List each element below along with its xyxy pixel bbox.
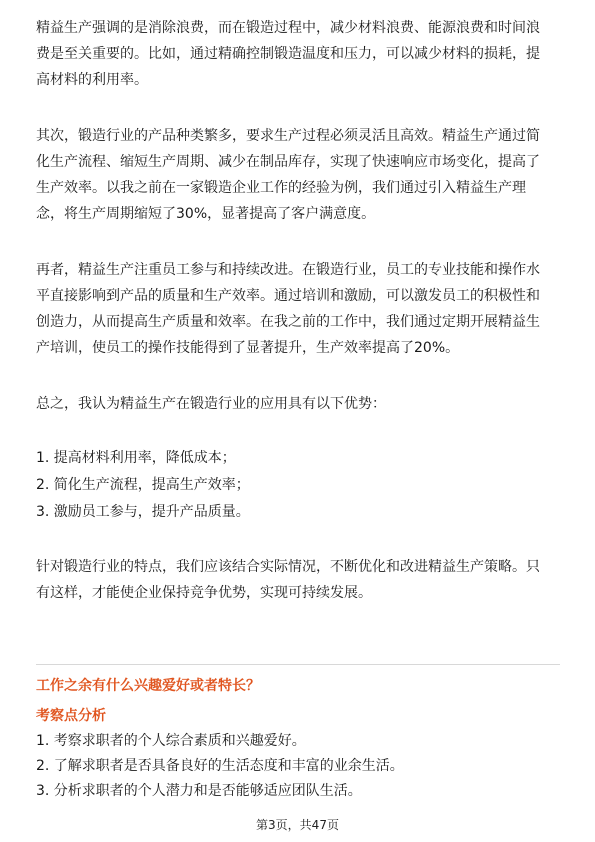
paragraph-employee-participation [36,257,560,361]
text-line: 再者，精益生产注重员工参与和持续改进。在锻造行业，员工的专业技能和操作水 [36,262,540,278]
text-line: 精益生产强调的是消除浪费，而在锻造过程中，减少材料浪费、能源浪费和时间浪 [36,20,540,36]
text-line: 生产效率。以我之前在一家锻造企业工作的经验为例，我们通过引入精益生产理 [36,180,526,196]
text-line: 其次，锻造行业的产品种类繁多，要求生产过程必须灵活且高效。精益生产通过简 [36,128,540,144]
page-number: 第3页，共47页 [256,818,339,832]
text-line: 产培训，使员工的操作技能得到了显著提升，生产效率提高了20%。 [36,340,460,356]
list-item: 2. 简化生产流程，提高生产效率； [36,477,250,493]
text-line: 针对锻造行业的特点，我们应该结合实际情况，不断优化和改进精益生产策略。只 [36,559,540,575]
text-line: 念，将生产周期缩短了30%，显著提高了客户满意度。 [36,206,376,222]
text-line: 创造力，从而提高生产质量和效率。在我之前的工作中，我们通过定期开展精益生 [36,314,540,330]
analysis-point: 1. 考察求职者的个人综合素质和兴趣爱好。 [36,733,306,749]
paragraph-conclusion [36,554,560,606]
paragraph-summary: 总之，我认为精益生产在锻造行业的应用具有以下优势： [36,396,386,412]
text-line: 平直接影响到产品的质量和生产效率。通过培训和激励，可以激发员工的积极性和 [36,288,540,304]
text-line: 费是至关重要的。比如，通过精确控制锻造温度和压力，可以减少材料的损耗，提 [36,46,540,62]
section-divider [36,664,560,665]
analysis-point: 3. 分析求职者的个人潜力和是否能够适应团队生活。 [36,783,362,799]
list-item: 1. 提高材料利用率，降低成本； [36,450,236,466]
answer-body [36,15,560,606]
analysis-heading: 考察点分析 [36,708,106,724]
interview-question [36,675,560,802]
list-item: 3. 激励员工参与，提升产品质量。 [36,504,250,520]
paragraph-waste-reduction [36,15,560,93]
text-line: 有这样，才能使企业保持竞争优势，实现可持续发展。 [36,585,372,601]
paragraph-flexibility [36,123,560,227]
advantages-list [36,445,560,526]
text-line: 化生产流程、缩短生产周期、减少在制品库存，实现了快速响应市场变化，提高了 [36,154,540,170]
analysis-point: 2. 了解求职者是否具备良好的生活态度和丰富的业余生活。 [36,758,404,774]
text-line: 高材料的利用率。 [36,72,148,88]
question-title: 工作之余有什么兴趣爱好或者特长？ [36,678,260,694]
